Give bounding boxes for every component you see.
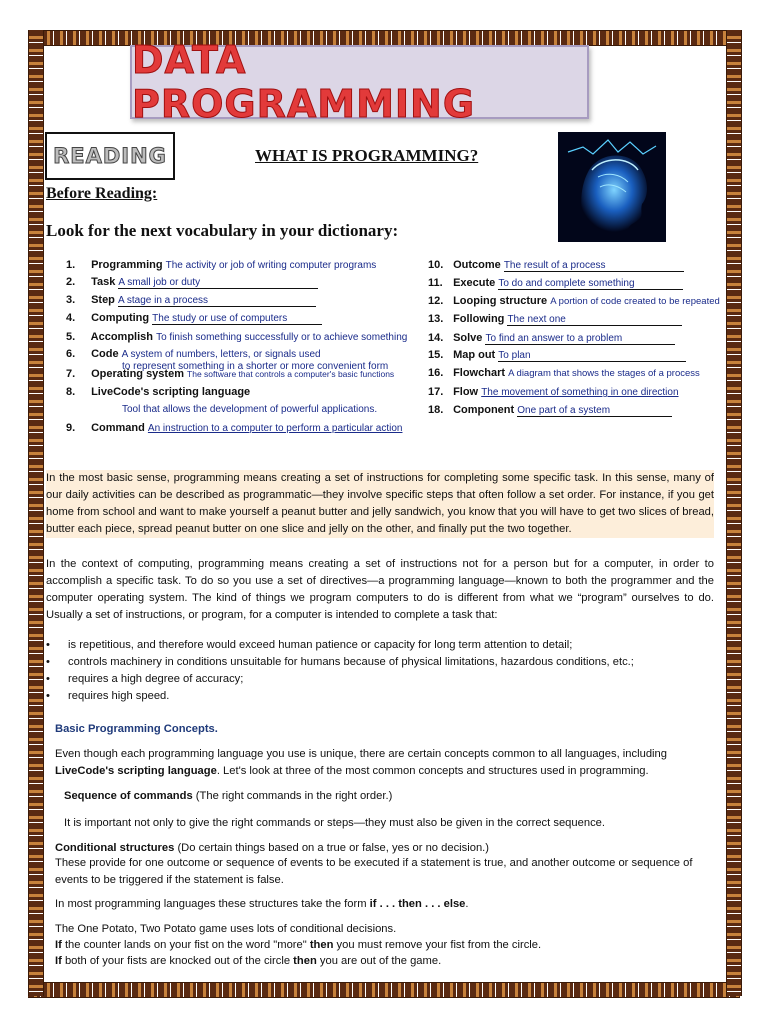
decorative-border-right	[726, 30, 742, 996]
vocab-item-12	[428, 295, 720, 307]
vocab-term: Looping structure	[453, 295, 548, 307]
vocab-term: Solve	[453, 332, 483, 344]
vocab-term: Step	[91, 294, 115, 306]
vocab-number: 11.	[428, 277, 443, 289]
vocab-number: 12.	[428, 295, 444, 307]
decorative-border-left	[28, 30, 44, 996]
list-item: • is repetitious, and therefore would exceed human patience or capacity for long term attention to detail;	[46, 639, 573, 651]
vocab-item-8	[66, 386, 250, 398]
vocab-term: Computing	[91, 312, 150, 324]
vocab-answer: To do and complete something	[498, 278, 635, 289]
paragraph-basic-sense: In the most basic sense, programming means creating a set of instructions for completing some specific task. In this sense, many of our daily activities can be described as programmatic—they involve specific steps that often follow a set order. For instance, if you get home from school and want to make yourself a peanut butter and jelly sandwich, you know that you will have to get two slices of bread, butter each piece, spread peanut butter on one slice and jelly on the other, and finally put the two together.	[46, 470, 714, 538]
vocab-term: Programming	[91, 259, 163, 271]
decorative-border-bottom	[28, 982, 740, 998]
vocab-number: 6.	[66, 348, 76, 360]
concepts-heading: Basic Programming Concepts.	[55, 723, 218, 735]
vocab-term: LiveCode's scripting language	[91, 386, 251, 398]
vocab-number: 10.	[428, 259, 444, 271]
vocab-answer: To finish something successfully or to achieve something	[156, 332, 408, 343]
vocab-term: Following	[453, 313, 505, 325]
sequence-text: It is important not only to give the right commands or steps—they must also be given in the correct sequence.	[64, 817, 605, 829]
vocab-answer: A portion of code created to be repeated	[550, 296, 720, 307]
vocab-term: Execute	[453, 277, 496, 289]
vocab-answer: The next one	[507, 314, 566, 325]
vocab-item-4	[66, 312, 322, 325]
vocab-term: Map out	[453, 349, 496, 361]
vocab-item-7	[66, 368, 394, 380]
vocab-answer: An instruction to a computer to perform a particular action	[147, 423, 403, 434]
vocab-number: 14.	[428, 332, 444, 344]
vocab-term: Code	[91, 348, 119, 360]
vocab-answer: A small job or duty	[118, 277, 201, 288]
vocab-item-5	[66, 331, 407, 343]
title-banner	[130, 38, 589, 126]
vocab-item-2	[66, 276, 318, 289]
vocab-item-14	[428, 332, 675, 345]
vocab-number: 9.	[66, 422, 76, 434]
vocab-number: 5.	[66, 331, 76, 343]
vocab-term: Flowchart	[453, 367, 506, 379]
vocab-item-13	[428, 313, 682, 326]
vocab-item-16	[428, 367, 700, 379]
vocab-number: 2.	[66, 276, 76, 288]
vocab-term: Flow	[453, 386, 479, 398]
vocab-livecode-answer: Tool that allows the development of powerful applications.	[122, 404, 378, 415]
vocab-number: 4.	[66, 312, 76, 324]
vocab-number: 18.	[428, 404, 444, 416]
vocab-number: 7.	[66, 368, 76, 380]
vocab-item-6	[66, 348, 321, 360]
vocab-number: 17.	[428, 386, 444, 398]
vocab-code-answer-continued: to represent something in a shorter or more convenient form	[122, 361, 389, 372]
vocab-answer: A stage in a process	[117, 295, 209, 306]
vocab-item-1	[66, 259, 376, 271]
brain-head-image	[558, 132, 666, 242]
vocab-number: 13.	[428, 313, 444, 325]
vocab-answer: The activity or job of writing computer programs	[165, 260, 377, 271]
vocab-answer: The study or use of computers	[152, 313, 288, 324]
vocab-term: Component	[453, 404, 515, 416]
vocab-item-11	[428, 277, 683, 290]
before-reading-heading: Before Reading:	[46, 185, 158, 202]
vocab-number: 8.	[66, 386, 76, 398]
vocab-answer: A system of numbers, letters, or signals used	[121, 349, 321, 360]
vocab-number: 15.	[428, 349, 444, 361]
vocab-item-10	[428, 259, 684, 272]
vocab-answer: The software that controls a computer's basic functions	[187, 369, 395, 379]
vocab-item-17	[428, 386, 679, 398]
reading-label: READING	[53, 144, 167, 168]
if-rule-1: If the counter lands on your fist on the word "more" then you must remove your fist from the circle.	[55, 939, 542, 951]
vocab-item-3	[66, 294, 316, 307]
vocab-term: Accomplish	[90, 331, 154, 343]
list-item: • requires a high degree of accuracy;	[46, 673, 244, 685]
vocab-answer: A diagram that shows the stages of a process	[508, 368, 700, 379]
form-text: In most programming languages these structures take the form if . . . then . . . else.	[55, 898, 469, 910]
sequence-heading: Sequence of commands (The right commands in the right order.)	[64, 790, 393, 802]
conditional-text: These provide for one outcome or sequence of events to be executed if a statement is true, and another outcome or sequence of events to be triggered if the statement is false.	[55, 857, 693, 886]
page-title: DATA PROGRAMMING	[132, 38, 476, 126]
task-bullet-list	[46, 637, 634, 705]
if-rule-2: If both of your fists are knocked out of the circle then you are out of the game.	[55, 955, 442, 967]
vocab-number: 16.	[428, 367, 444, 379]
vocab-answer: The result of a process	[503, 260, 606, 271]
list-item: • controls machinery in conditions unsuitable for humans because of physical limitations, hazardous conditions, etc.;	[46, 656, 634, 668]
game-text: The One Potato, Two Potato game uses lots of conditional decisions.	[55, 923, 397, 935]
concepts-intro: Even though each programming language you use is unique, there are certain concepts common to all languages, including LiveCode's scripting language. Let's look at three of the most common concepts and structures used in programming.	[55, 748, 667, 777]
vocab-answer: To plan	[498, 350, 531, 361]
vocab-item-9	[66, 422, 402, 434]
vocab-answer: One part of a system	[517, 405, 611, 416]
vocab-answer: The movement of something in one direction	[481, 387, 679, 398]
vocab-term: Command	[91, 422, 145, 434]
section-title: WHAT IS PROGRAMMING?	[255, 146, 479, 165]
vocab-item-18	[428, 404, 672, 417]
vocab-answer: To find an answer to a problem	[485, 333, 623, 344]
vocab-item-15	[428, 349, 686, 362]
paragraph-computing-context: In the context of computing, programming means creating a set of instructions not for a person but for a computer, in order to accomplish a specific task. To do so you use a set of directives—a programming language—known to both the programmer and the computer operating system. The kind of things we program computers to do is different from what we “program” ourselves to do. Usually a set of instructions, or program, for a computer is intended to complete a task that:	[46, 558, 714, 621]
vocabulary-instruction: Look for the next vocabulary in your dictionary:	[46, 221, 399, 240]
reading-label-box	[45, 132, 175, 180]
conditional-heading: Conditional structures (Do certain things based on a true or false, yes or no decision.)	[55, 842, 490, 854]
vocab-term: Operating system	[91, 368, 184, 380]
vocab-term: Task	[91, 276, 116, 288]
vocab-term: Outcome	[453, 259, 501, 271]
list-item: • requires high speed.	[46, 690, 170, 702]
vocab-number: 1.	[66, 259, 76, 271]
vocab-number: 3.	[66, 294, 76, 306]
